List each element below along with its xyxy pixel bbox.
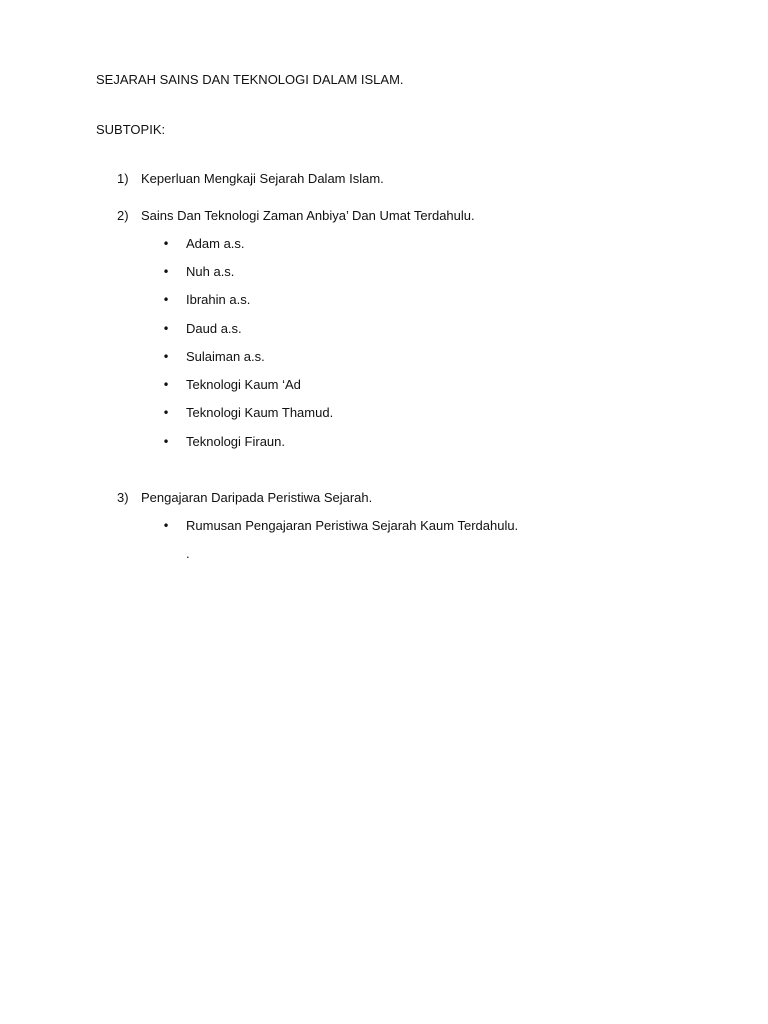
bullet-icon: • <box>162 237 170 251</box>
bullet-icon: • <box>162 406 170 420</box>
bullet-text: Teknologi Kaum ‘Ad <box>186 377 301 392</box>
document-title: SEJARAH SAINS DAN TEKNOLOGI DALAM ISLAM. <box>96 72 404 87</box>
subtopic-heading: SUBTOPIK: <box>96 122 166 137</box>
bullet-text: Rumusan Pengajaran Peristiwa Sejarah Kaum Terdahulu. <box>186 518 519 533</box>
bullet-text: Daud a.s. <box>186 321 242 336</box>
bullet-text: Teknologi Kaum Thamud. <box>186 405 334 420</box>
item-number: 1) <box>117 171 129 186</box>
bullet-text: Sulaiman a.s. <box>186 349 265 364</box>
bullet-icon: • <box>162 378 170 392</box>
item-text: Keperluan Mengkaji Sejarah Dalam Islam. <box>141 171 384 186</box>
bullet-icon: • <box>162 519 170 533</box>
bullet-text: Teknologi Firaun. <box>186 434 285 449</box>
item-text: Pengajaran Daripada Peristiwa Sejarah. <box>141 490 373 505</box>
bullet-icon: • <box>162 322 170 336</box>
item-text: Sains Dan Teknologi Zaman Anbiya’ Dan Umat Terdahulu. <box>141 208 475 223</box>
bullet-text: Adam a.s. <box>186 236 245 251</box>
bullet-icon: • <box>162 350 170 364</box>
bullet-text: Nuh a.s. <box>186 264 235 279</box>
bullet-text: Ibrahin a.s. <box>186 292 251 307</box>
bullet-icon: • <box>162 293 170 307</box>
trailing-period: . <box>186 546 190 561</box>
bullet-icon: • <box>162 265 170 279</box>
item-number: 3) <box>117 490 129 505</box>
bullet-icon: • <box>162 435 170 449</box>
item-number: 2) <box>117 208 129 223</box>
